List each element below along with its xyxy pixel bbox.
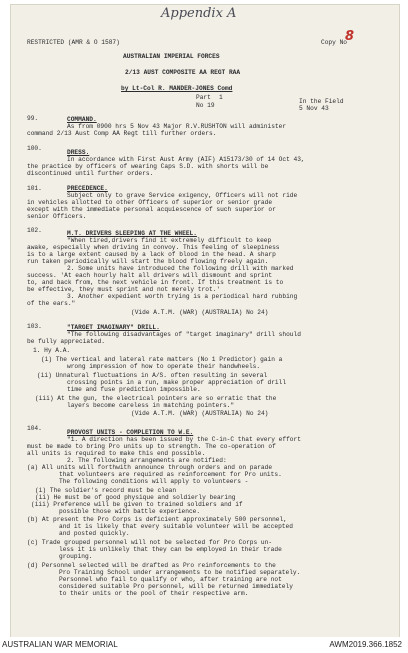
text-line: (ii) He must be of good physique and soldierly bearing — [35, 494, 236, 501]
text-line: "When tired,drivers find it extremely difficult to keep — [67, 237, 272, 244]
footer-bar — [0, 637, 408, 653]
text-line: is to a large extent caused by a lack of blood in the head. A sharp — [27, 251, 276, 258]
text-line: (c) Trade grouped personnel will not be selected for Pro Corps un- — [27, 539, 273, 546]
text-line: (Vide A.T.M. (WAR) (AUSTRALIA) No 24) — [131, 309, 269, 316]
text-line: 3. Another expedient worth trying is a periodical hard rubbing — [67, 293, 298, 300]
location: In the Field — [299, 98, 344, 105]
text-line: (b) At present the Pro Corps is deficient approximately 500 personnel, — [27, 516, 287, 523]
heading-target-imaginary: "TARGET IMAGINARY" DRILL. — [67, 324, 160, 331]
text-line: 2. Some units have introduced the following drill with marked — [67, 265, 294, 272]
text-line: time and fuse prediction impossible. — [67, 386, 201, 393]
footer-accession-number: AWM2019.366.1852 — [329, 640, 402, 649]
text-line: considered suitable Pro personnel, will be returned immediately — [59, 583, 293, 590]
text-line: and it is likely that every suitable volunteer will be accepted — [59, 523, 293, 530]
text-line: Pro Training School under arrangements to be notified separately. — [59, 569, 301, 576]
text-line: senior Officers. — [27, 213, 87, 220]
text-line: and posted quickly. — [59, 530, 130, 537]
handwritten-copy-number: 8 — [345, 29, 355, 44]
text-line: crossing points in a run, make proper appreciation of drill — [67, 379, 287, 386]
heading-precedence: PRECEDENCE. — [67, 185, 108, 192]
heading-command: COMMAND. — [67, 116, 97, 123]
text-line: must be made to bring Pro units up to strength. The co-operation of — [27, 443, 276, 450]
text-line: discontinued until further orders. — [27, 170, 154, 177]
text-line: (i) The vertical and lateral rate matters (No 1 Predictor) gain a — [41, 356, 283, 363]
text-line: all units is required to make this end possible. — [27, 450, 206, 457]
text-line: layers become careless in matching pointers." — [67, 402, 235, 409]
text-line: to, and back from, the next vehicle in front. If this treatment is to — [27, 279, 284, 286]
text-line: (iii) At the gun, the electrical pointers are so erratic that the — [35, 395, 277, 402]
text-line: to their units or the pool of their respective arm. — [59, 590, 249, 597]
heading-mt-drivers: M.T. DRIVERS SLEEPING AT THE WHEEL. — [67, 230, 197, 237]
text-line: Personnel who fail to qualify or who, after training are not — [59, 576, 282, 583]
text-line: In accordance with First Aust Army (AIF) A15173/30 of 14 Oct 43, — [67, 156, 305, 163]
text-line: (d) Personnel selected will be drafted as Pro reinforcements to the — [27, 562, 276, 569]
paragraph-number: 99. — [27, 115, 39, 122]
text-line: run taken periodically will start the blood flowing freely again. — [27, 258, 269, 265]
heading-provost-units: PROVOST UNITS - COMPLETION TO W.E. — [67, 429, 194, 436]
text-line: that volunteers are required as reinforcement for Pro units. — [59, 471, 282, 478]
paragraph-number: 103. — [27, 323, 42, 330]
text-line: awake, especially when driving in convoy. This feeling of sleepiness — [27, 244, 280, 251]
paragraph-number: 104. — [27, 425, 42, 432]
text-line: (i) The soldier's record must be clean — [35, 487, 177, 494]
text-line: 2. The following arrangements are notified: — [67, 457, 227, 464]
paragraph-number: 100. — [27, 145, 42, 152]
order-number: No 19 — [196, 102, 215, 109]
text-line: in vehicles allotted to other Officers of superior or senior grade — [27, 199, 273, 206]
text-line: possible those with battle experience. — [59, 508, 201, 515]
author-line: by Lt-Col R. MANDER-JONES Comd — [121, 85, 233, 92]
text-line: Subject only to grave Service exigency, Officers will not ride — [67, 192, 298, 199]
text-line: (iii) Preference will be given to trained soldiers and if — [31, 501, 243, 508]
text-line: The following conditions will apply to volunteers - — [59, 478, 249, 485]
text-line: (Vide A.T.M. (WAR) (AUSTRALIA) No 24) — [131, 410, 269, 417]
copy-no-label: Copy No — [321, 39, 347, 46]
text-line: of the ears." — [27, 300, 76, 307]
text-line: wrong impression of how to operate their handwheels. — [67, 363, 261, 370]
paragraph-number: 102. — [27, 227, 42, 234]
text-line: success. 'At each hourly halt all drivers will dismount and sprint — [27, 272, 273, 279]
footer-source: AUSTRALIAN WAR MEMORIAL — [2, 640, 118, 649]
text-line: 1. Hy A.A. — [33, 347, 71, 354]
part-label: Part — [196, 94, 211, 101]
paragraph-number: 101. — [27, 185, 42, 192]
part-number: 1 — [219, 94, 223, 101]
heading-dress: DRESS. — [67, 149, 90, 156]
date: 5 Nov 43 — [299, 105, 329, 112]
text-line: except with the immediate personal acquiescence of such superior or — [27, 206, 276, 213]
text-line: (a) All units will forthwith announce through orders and on parade — [27, 464, 273, 471]
text-line: grouping. — [59, 553, 93, 560]
text-line: be effective, they must sprint and not merely trot.' — [27, 286, 221, 293]
document-title: AUSTRALIAN IMPERIAL FORCES — [123, 53, 220, 60]
text-line: "1. A direction has been issued by the C-in-C that every effort — [67, 436, 301, 443]
text-line: the practice by officers of wearing Caps S.D. with shorts will be — [27, 163, 269, 170]
document-page — [10, 4, 400, 638]
unit-name: 2/13 AUST COMPOSITE AA REGT RAA — [125, 69, 241, 76]
text-line: As from 0900 hrs 5 Nov 43 Major R.V.RUSHTON will administer — [67, 123, 287, 130]
handwritten-appendix-note: Appendix A — [161, 6, 237, 21]
text-line: be fully appreciated. — [27, 338, 105, 345]
text-line: less it is unlikely that they can be employed in their trade — [59, 546, 282, 553]
text-line: command 2/13 Aust Comp AA Regt till further orders. — [27, 130, 217, 137]
text-line: "The following disadvantages of "target imaginary" drill should — [67, 331, 301, 338]
text-line: (ii) Unnatural fluctuations in A/S. often resulting in several — [37, 372, 268, 379]
classification: RESTRICTED (AMR & O 1587) — [27, 39, 120, 46]
